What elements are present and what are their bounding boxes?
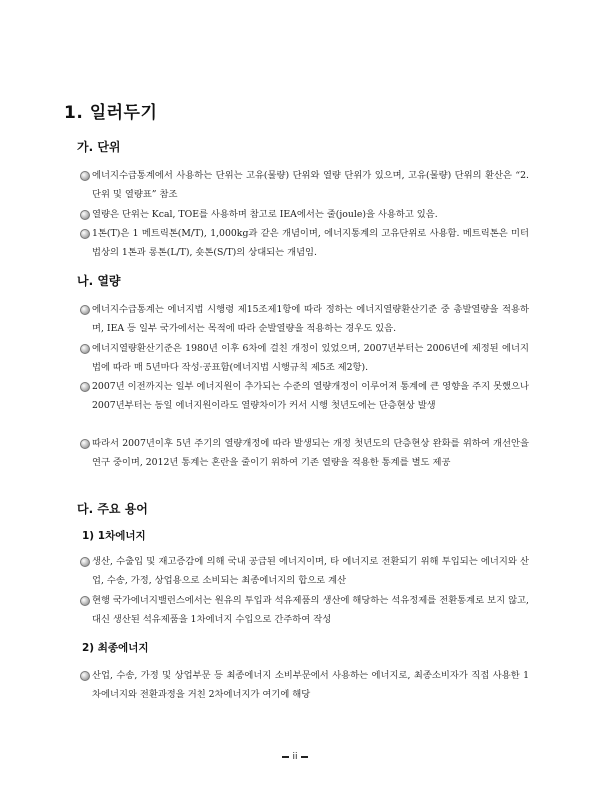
bullet-item	[92, 377, 529, 415]
page-title: 1. 일러두기	[64, 103, 158, 123]
bullet-text: 산업, 수송, 가정 및 상업부문 등 최종에너지 소비부문에서 사용하는 에너지로, 최종소비자가 직접 사용한 1차에너지와 전환과정을 거친 2차에너지가 여기에 해당	[92, 670, 529, 700]
bullet-text: 에너지열량환산기준은 1980년 이후 6차에 걸친 개정이 있었으며, 2007년부터는 2006년에 제정된 에너지법에 따라 매 5년마다 작성·공표함(에너지법 시행규칙 제5조 제2항).	[92, 343, 529, 373]
bullet-item	[92, 666, 529, 704]
bullet-text: 따라서 2007년이후 5년 주기의 열량개정에 따라 발생되는 개정 첫년도의 단층현상 완화를 위하여 개선안을 연구 중이며, 2012년 통계는 혼란을 줄이기 위하여 기존 열량을 적용한 통계를 별도 제공	[92, 438, 529, 468]
bullet-icon	[80, 382, 90, 392]
bullet-text: 생산, 수출입 및 재고증감에 의해 국내 공급된 에너지이며, 타 에너지로 전환되기 위해 투입되는 에너지와 산업, 수송, 가정, 상업용으로 소비되는 최종에너지의 합으로 계산	[92, 556, 529, 586]
bullet-icon	[80, 596, 90, 606]
bullet-icon	[80, 229, 90, 239]
section-heading-terms: 다. 주요 용어	[77, 502, 148, 516]
bullet-text: 2007년 이전까지는 일부 에너지원이 추가되는 수준의 열량개정이 이루어져 통계에 큰 영향을 주지 못했으나 2007년부터는 동일 에너지원이라도 열량차이가 커서 시행 첫년도에는 단층현상 발생	[92, 381, 529, 411]
bullet-icon	[80, 171, 90, 181]
bullet-item	[92, 166, 529, 204]
bullet-text: 현행 국가에너지밸런스에서는 원유의 투입과 석유제품의 생산에 해당하는 석유정제를 전환통계로 보지 않고, 대신 생산된 석유제품을 1차에너지 수입으로 간주하여 작성	[92, 595, 529, 625]
footer-dash	[282, 756, 289, 758]
page-number: ii	[292, 752, 298, 762]
page-footer	[0, 752, 590, 762]
bullet-icon	[80, 557, 90, 567]
subsection-heading-final-energy: 2) 최종에너지	[82, 642, 149, 654]
section-heading-calorie: 나. 열량	[77, 274, 121, 288]
bullet-text: 에너지수급통계는 에너지법 시행령 제15조제1항에 따라 정하는 에너지열량환산기준 중 총발열량을 적용하며, IEA 등 일부 국가에서는 목적에 따라 순발열량을 적용하는 경우도 있음.	[92, 304, 529, 334]
bullet-icon	[80, 439, 90, 449]
bullet-icon	[80, 210, 90, 220]
bullet-icon	[80, 344, 90, 354]
subsection-heading-primary-energy: 1) 1차에너지	[82, 530, 146, 542]
bullet-item	[92, 434, 529, 472]
bullet-icon	[80, 305, 90, 315]
bullet-text: 에너지수급통계에서 사용하는 단위는 고유(물량) 단위와 열량 단위가 있으며, 고유(물량) 단위의 환산은 “2. 단위 및 열량표” 참조	[92, 170, 529, 200]
bullet-item	[92, 552, 529, 590]
bullet-item	[92, 339, 529, 377]
bullet-text: 열량은 단위는 Kcal, TOE를 사용하며 참고로 IEA에서는 줄(joule)을 사용하고 있음.	[92, 209, 438, 220]
bullet-item	[92, 591, 529, 629]
bullet-item	[92, 205, 529, 224]
bullet-text: 1톤(T)은 1 메트릭톤(M/T), 1,000kg과 같은 개념이며, 에너지통계의 고유단위로 사용함. 메트릭톤은 미터법상의 1톤과 롱톤(L/T), 숏톤(S/T)의 상대되는 개념임.	[92, 228, 529, 258]
footer-dash	[301, 756, 308, 758]
bullet-item	[92, 300, 529, 338]
section-heading-units: 가. 단위	[77, 140, 121, 154]
bullet-item	[92, 224, 529, 262]
bullet-icon	[80, 671, 90, 681]
